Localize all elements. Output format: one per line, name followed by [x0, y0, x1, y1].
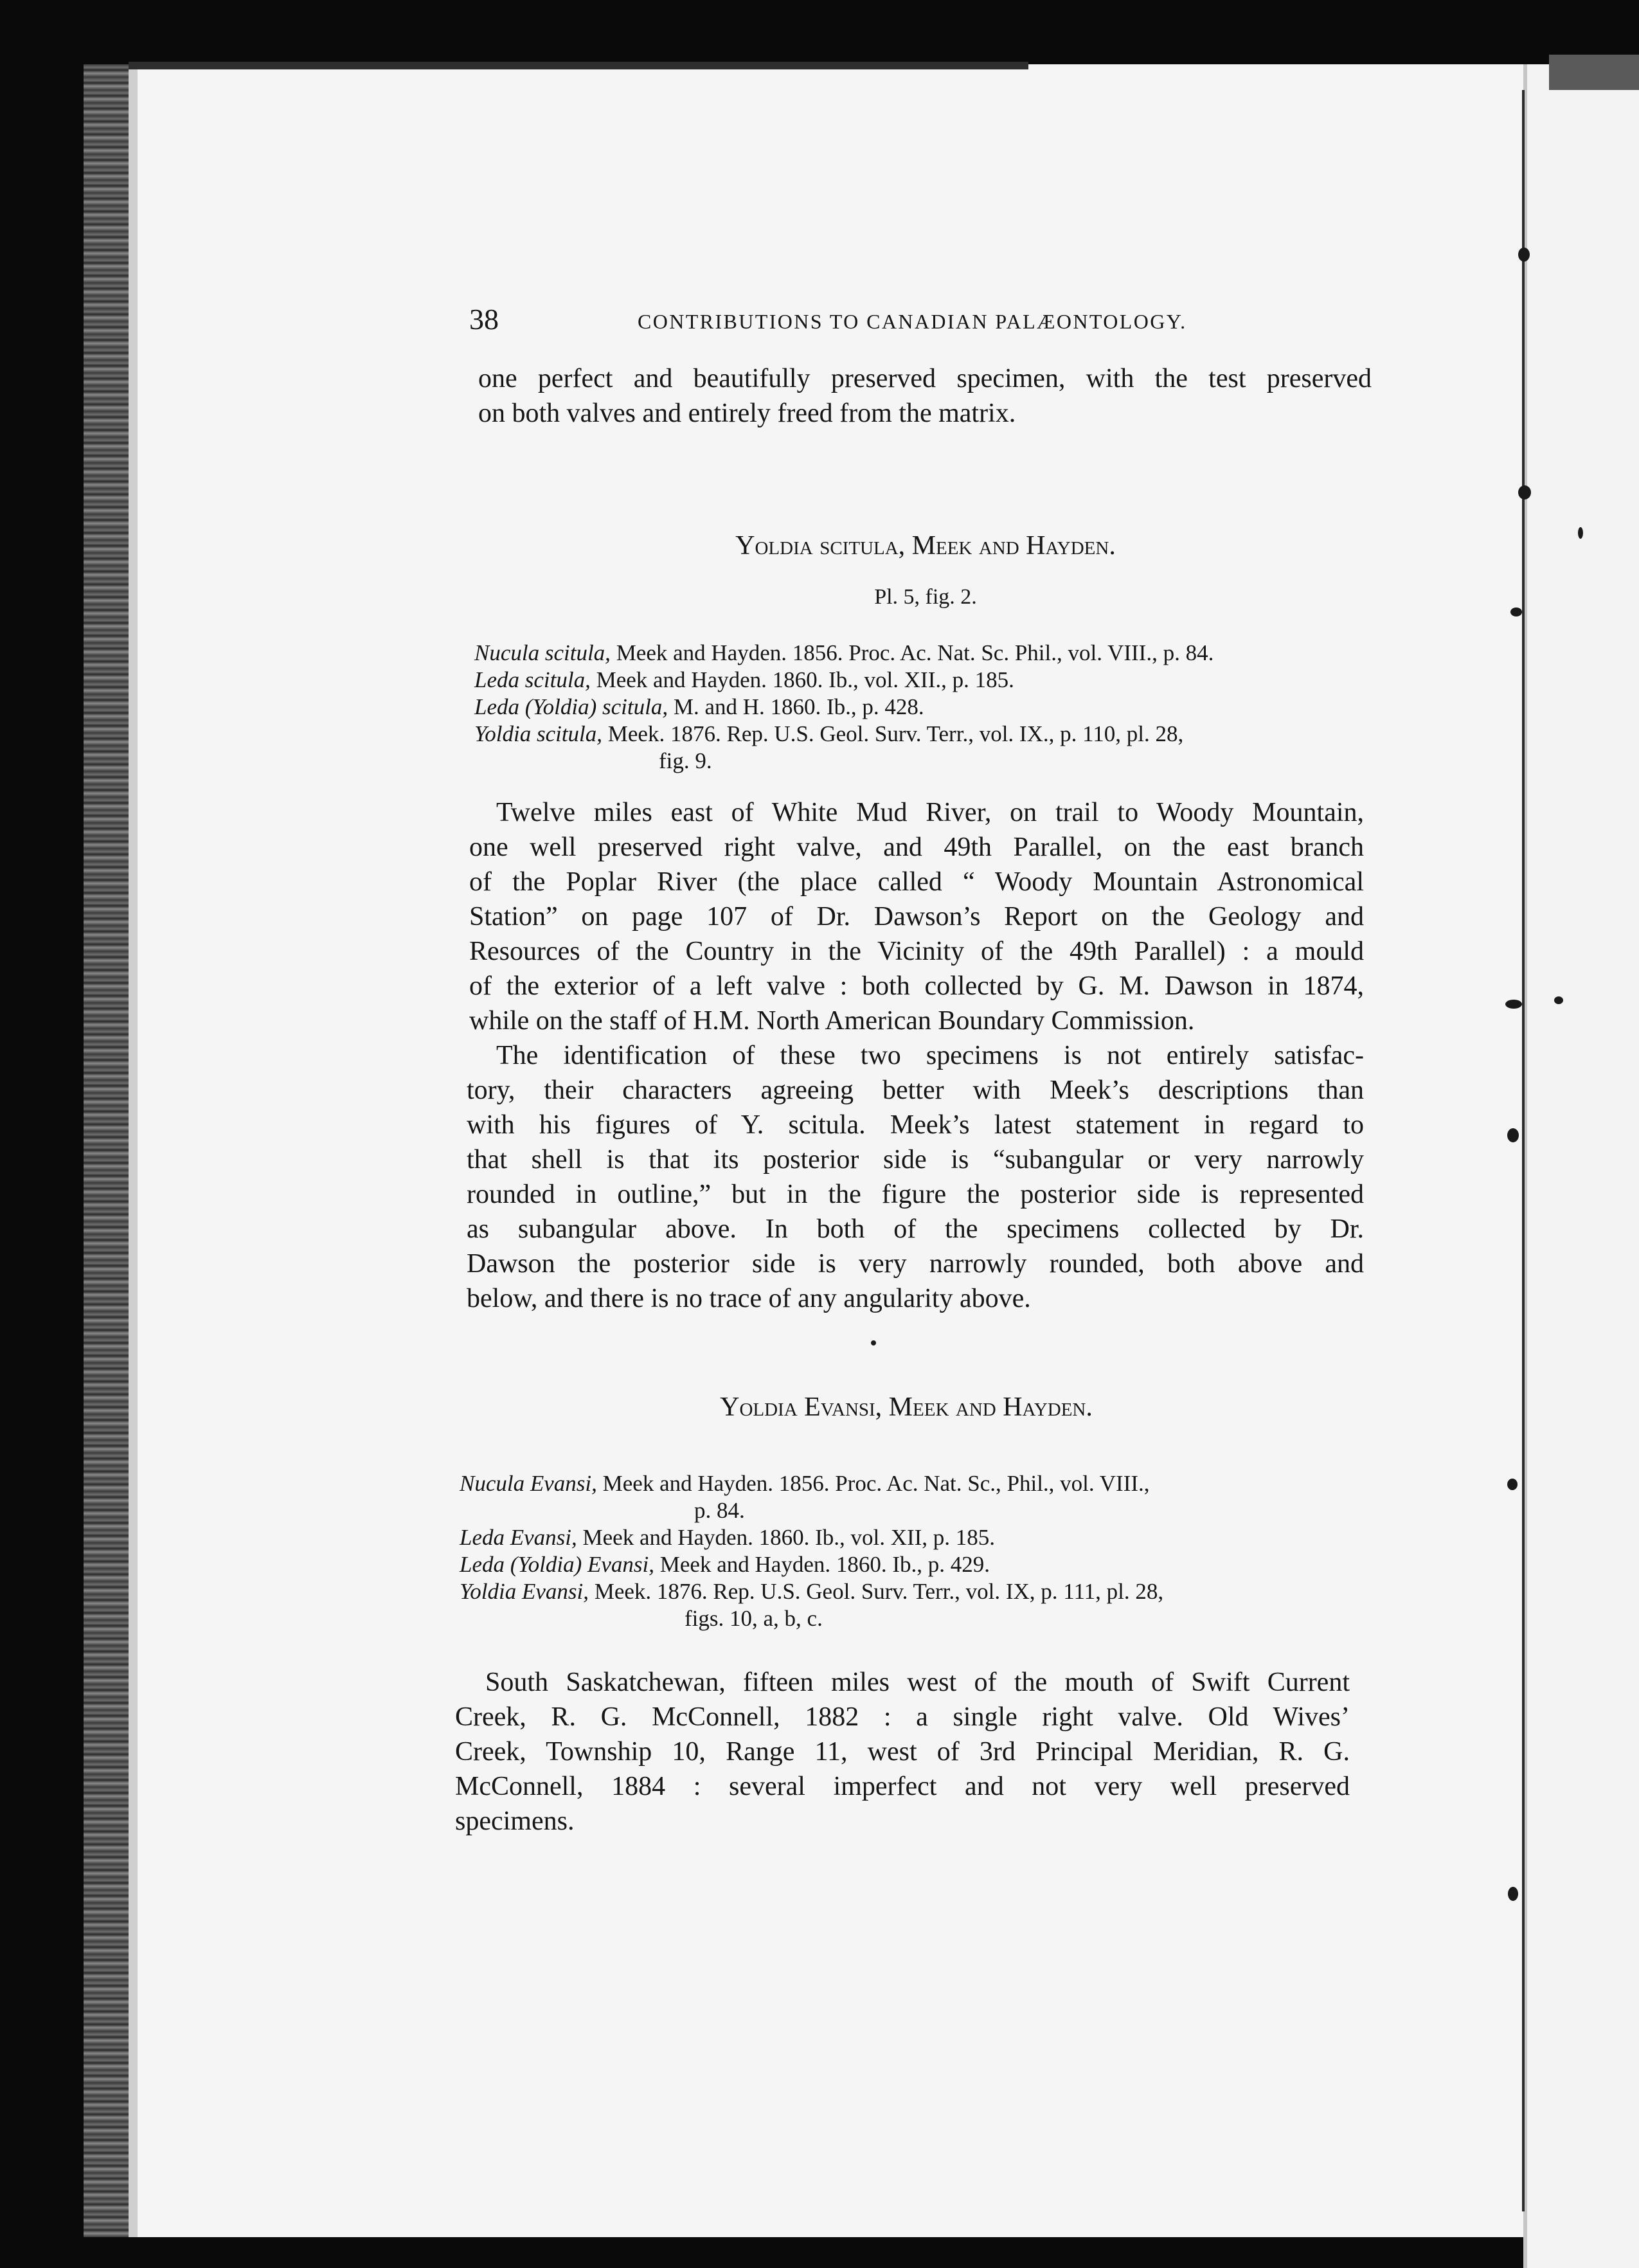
text-line: as subangular above. In both of the specimens collected by Dr. [467, 1214, 1364, 1244]
synonym-citation: Meek and Hayden. 1856. Proc. Ac. Nat. Sc., Phil., vol. VIII., [596, 1471, 1150, 1496]
binding-hole-mark [1508, 1887, 1518, 1901]
synonym-entry [460, 1470, 1379, 1497]
species-heading-yoldia-scitula: Yoldia scitula, Meek and Hayden. [735, 531, 1116, 561]
binding-hole-mark [1510, 608, 1522, 616]
text-line: while on the staff of H.M. North American Boundary Commission. [469, 1006, 1195, 1036]
binding-hole-mark [1507, 1479, 1518, 1490]
synonym-taxon: Yoldia scitula, [474, 721, 603, 746]
synonym-citation: M. and H. 1860. Ib., p. 428. [668, 694, 924, 719]
synonym-citation: Meek and Hayden. 1860. Ib., vol. XII., p. 185. [590, 667, 1014, 692]
synonym-continuation: figs. 10, a, b, c. [685, 1606, 823, 1631]
page-gutter-line [1522, 90, 1525, 2211]
synonym-citation: Meek. 1876. Rep. U.S. Geol. Surv. Terr., vol. IX., p. 110, pl. 28, [602, 721, 1184, 746]
stray-ink-dot [871, 1340, 876, 1346]
text-line: with his figures of Y. scitula. Meek’s latest statement in regard to [467, 1110, 1364, 1140]
synonym-citation: Meek. 1876. Rep. U.S. Geol. Surv. Terr., vol. IX, p. 111, pl. 28, [588, 1579, 1164, 1604]
synonym-taxon: Nucula scitula, [474, 640, 611, 665]
synonym-entry [474, 640, 1387, 667]
synonym-citation: Meek and Hayden. 1860. Ib., vol. XII, p. 185. [577, 1525, 996, 1550]
text-line: below, and there is no trace of any angularity above. [467, 1284, 1031, 1313]
synonym-entry [460, 1524, 1379, 1551]
binding-hole-mark [1507, 1128, 1519, 1142]
binding-hole-mark [1505, 1000, 1522, 1009]
running-header [469, 302, 1208, 334]
synonym-citation: Meek and Hayden. 1860. Ib., p. 429. [654, 1552, 990, 1577]
synonym-taxon: Leda (Yoldia) scitula, [474, 694, 668, 719]
species-heading-yoldia-evansi: Yoldia Evansi, Meek and Hayden. [720, 1392, 1093, 1422]
binding-hole-mark [1518, 248, 1530, 262]
text-line: tory, their characters agreeing better with Meek’s descriptions than [467, 1076, 1364, 1105]
text-line: Station” on page 107 of Dr. Dawson’s Report on the Geology and [469, 902, 1364, 932]
synonym-entry [474, 667, 1387, 694]
text-line: that shell is that its posterior side is “subangular or very narrowly [467, 1145, 1364, 1174]
synonym-taxon: Leda (Yoldia) Evansi, [460, 1552, 655, 1577]
adjacent-page-strip [1523, 64, 1639, 2268]
running-title: CONTRIBUTIONS TO CANADIAN PALÆONTOLOGY. [638, 310, 1187, 333]
text-line: one well preserved right valve, and 49th Parallel, on the east branch [469, 833, 1364, 862]
text-line: Dawson the posterior side is very narrowly rounded, both above and [467, 1249, 1364, 1279]
text-line: Twelve miles east of White Mud River, on trail to Woody Mountain, [496, 798, 1364, 827]
synonym-continuation: fig. 9. [659, 748, 712, 773]
text-line: specimens. [455, 1806, 575, 1836]
text-line: Creek, R. G. McConnell, 1882 : a single right valve. Old Wives’ [455, 1702, 1350, 1732]
text-line: Resources of the Country in the Vicinity of the 49th Parallel) : a mould [469, 937, 1364, 966]
scan-corner-shadow [1549, 55, 1639, 90]
synonym-taxon: Nucula Evansi, [460, 1471, 597, 1496]
text-line: McConnell, 1884 : several imperfect and not very well preserved [455, 1772, 1350, 1801]
text-line: rounded in outline,” but in the figure the posterior side is represented [467, 1180, 1364, 1209]
text-line: South Saskatchewan, fifteen miles west of the mouth of Swift Current [485, 1668, 1350, 1697]
synonym-citation: Meek and Hayden. 1856. Proc. Ac. Nat. Sc. Phil., vol. VIII., p. 84. [610, 640, 1214, 665]
text-line: The identification of these two specimens is not entirely satisfac- [496, 1041, 1364, 1070]
synonym-taxon: Leda Evansi, [460, 1525, 577, 1550]
text-line: one perfect and beautifully preserved specimen, with the test preserved [478, 364, 1372, 393]
synonym-entry [460, 1578, 1379, 1605]
binding-hole-mark [1578, 527, 1583, 539]
synonym-entry [460, 1551, 1379, 1578]
text-line: Creek, Township 10, Range 11, west of 3rd Principal Meridian, R. G. [455, 1737, 1350, 1767]
synonym-entry [474, 721, 1387, 748]
synonym-taxon: Leda scitula, [474, 667, 591, 692]
synonym-taxon: Yoldia Evansi, [460, 1579, 589, 1604]
plate-reference: Pl. 5, fig. 2. [874, 585, 977, 609]
text-line: of the Poplar River (the place called “ Woody Mountain Astronomical [469, 867, 1364, 897]
synonym-entry [474, 694, 1387, 721]
binding-hole-mark [1518, 485, 1531, 500]
text-line: of the exterior of a left valve : both collected by G. M. Dawson in 1874, [469, 971, 1364, 1001]
text-line: on both valves and entirely freed from the matrix. [478, 399, 1016, 428]
page-number: 38 [469, 303, 499, 336]
binding-hole-mark [1554, 996, 1563, 1004]
page-top-edge [129, 62, 1028, 69]
synonym-continuation: p. 84. [694, 1498, 745, 1523]
